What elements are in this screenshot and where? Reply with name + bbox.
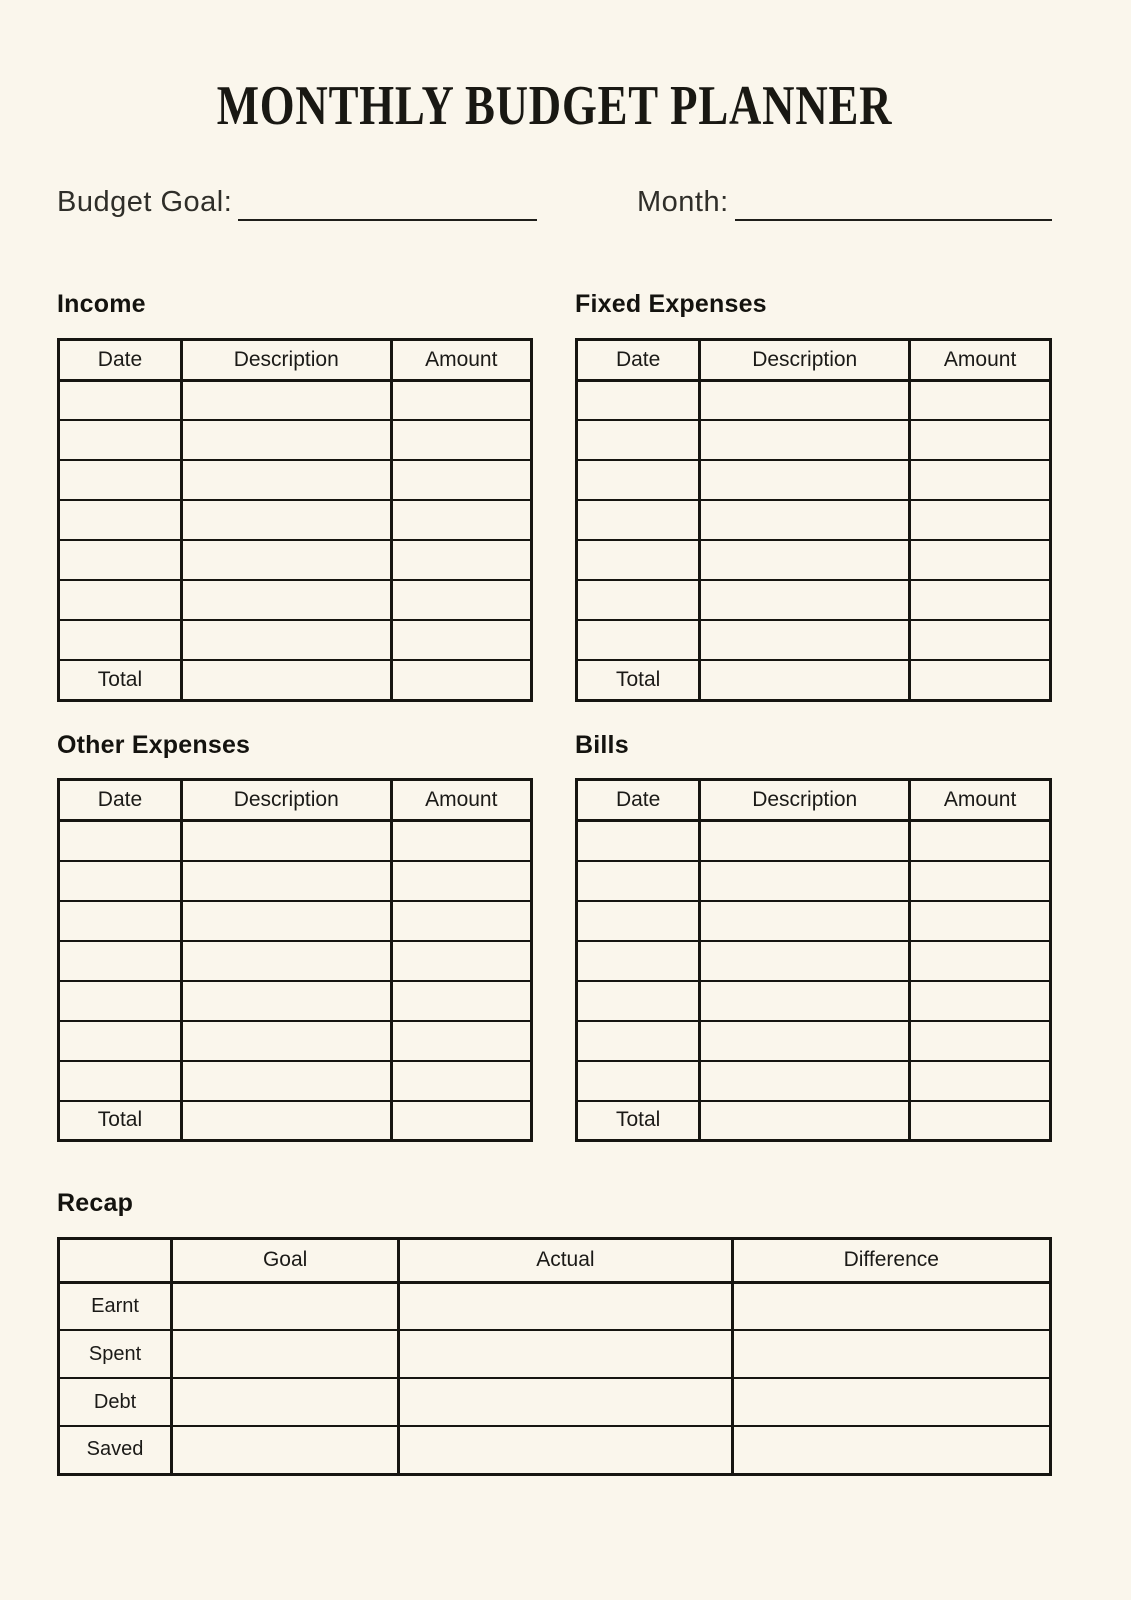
month-field xyxy=(637,186,1052,219)
empty-cell-description[interactable] xyxy=(181,380,391,420)
recap-cell[interactable] xyxy=(732,1330,1050,1378)
table-row xyxy=(59,620,532,660)
column-header-description: Description xyxy=(181,339,391,380)
table-row xyxy=(59,901,532,941)
empty-cell-date[interactable] xyxy=(59,380,182,420)
empty-cell-amount[interactable] xyxy=(391,821,532,861)
empty-cell-amount[interactable] xyxy=(391,941,532,981)
recap-cell[interactable] xyxy=(399,1426,732,1474)
table-row xyxy=(59,821,532,861)
table-row xyxy=(577,981,1051,1021)
empty-cell-date[interactable] xyxy=(577,821,700,861)
column-header-description: Description xyxy=(181,780,391,821)
empty-cell-amount[interactable] xyxy=(910,460,1051,500)
empty-cell-date[interactable] xyxy=(577,901,700,941)
empty-cell-description[interactable] xyxy=(700,1061,910,1101)
recap-row xyxy=(59,1378,1051,1426)
recap-cell[interactable] xyxy=(732,1378,1050,1426)
table-row xyxy=(577,620,1051,660)
budget-goal-field xyxy=(57,186,537,219)
empty-cell-description[interactable] xyxy=(700,901,910,941)
empty-cell-description[interactable] xyxy=(181,420,391,460)
table-row xyxy=(59,580,532,620)
table-row xyxy=(59,460,532,500)
empty-cell-date[interactable] xyxy=(577,420,700,460)
recap-column-header-actual: Actual xyxy=(399,1238,732,1282)
table-row xyxy=(577,861,1051,901)
recap-cell[interactable] xyxy=(172,1282,399,1330)
column-header-date: Date xyxy=(59,780,182,821)
table-row xyxy=(577,420,1051,460)
empty-cell-date[interactable] xyxy=(577,580,700,620)
empty-cell-amount[interactable] xyxy=(391,500,532,540)
table-row xyxy=(577,540,1051,580)
empty-cell-amount[interactable] xyxy=(391,620,532,660)
table-row xyxy=(577,580,1051,620)
recap-row-label: Spent xyxy=(59,1330,172,1378)
recap-cell[interactable] xyxy=(172,1330,399,1378)
table-row xyxy=(59,981,532,1021)
table-header-row xyxy=(59,339,532,380)
recap-column-header-difference: Difference xyxy=(732,1238,1050,1282)
empty-cell-amount[interactable] xyxy=(391,1061,532,1101)
empty-cell-amount[interactable] xyxy=(910,540,1051,580)
empty-cell-amount[interactable] xyxy=(391,460,532,500)
empty-cell-description[interactable] xyxy=(181,901,391,941)
column-header-amount: Amount xyxy=(391,339,532,380)
section-income xyxy=(57,291,533,702)
empty-cell-date[interactable] xyxy=(59,420,182,460)
recap-column-header-empty xyxy=(59,1238,172,1282)
recap-table xyxy=(57,1237,1052,1476)
empty-cell-description[interactable] xyxy=(700,941,910,981)
total-value-cell[interactable] xyxy=(181,1101,391,1141)
empty-cell-description[interactable] xyxy=(181,861,391,901)
empty-cell-amount[interactable] xyxy=(910,901,1051,941)
recap-cell[interactable] xyxy=(172,1378,399,1426)
empty-cell-description[interactable] xyxy=(700,580,910,620)
empty-cell-amount[interactable] xyxy=(910,380,1051,420)
empty-cell-amount[interactable] xyxy=(910,981,1051,1021)
recap-cell[interactable] xyxy=(732,1426,1050,1474)
empty-cell-date[interactable] xyxy=(59,460,182,500)
recap-cell[interactable] xyxy=(399,1378,732,1426)
empty-cell-description[interactable] xyxy=(181,1061,391,1101)
empty-cell-date[interactable] xyxy=(577,380,700,420)
empty-cell-description[interactable] xyxy=(181,540,391,580)
recap-cell[interactable] xyxy=(399,1330,732,1378)
budget-goal-label: Budget Goal: xyxy=(57,186,233,218)
recap-row-label: Earnt xyxy=(59,1282,172,1330)
month-label: Month: xyxy=(637,186,729,218)
empty-cell-date[interactable] xyxy=(577,1021,700,1061)
table-row xyxy=(577,901,1051,941)
recap-cell[interactable] xyxy=(172,1426,399,1474)
empty-cell-description[interactable] xyxy=(181,500,391,540)
total-label-cell: Total xyxy=(59,1101,182,1141)
table-row xyxy=(59,1061,532,1101)
empty-cell-date[interactable] xyxy=(577,941,700,981)
table-row xyxy=(577,821,1051,861)
table-row xyxy=(59,540,532,580)
section-title-income: Income xyxy=(57,290,146,318)
total-value-cell[interactable] xyxy=(700,1101,910,1141)
empty-cell-amount[interactable] xyxy=(391,981,532,1021)
empty-cell-date[interactable] xyxy=(577,981,700,1021)
column-header-amount: Amount xyxy=(910,339,1051,380)
total-value-cell[interactable] xyxy=(910,660,1051,700)
table-row xyxy=(59,1021,532,1061)
empty-cell-description[interactable] xyxy=(700,380,910,420)
empty-cell-description[interactable] xyxy=(181,981,391,1021)
total-value-cell[interactable] xyxy=(910,1101,1051,1141)
empty-cell-description[interactable] xyxy=(700,500,910,540)
empty-cell-date[interactable] xyxy=(59,1061,182,1101)
table-header-row xyxy=(59,780,532,821)
table-row xyxy=(59,941,532,981)
total-row xyxy=(577,1101,1051,1141)
recap-row-label: Debt xyxy=(59,1378,172,1426)
empty-cell-date[interactable] xyxy=(59,620,182,660)
bills-table xyxy=(575,778,1052,1142)
empty-cell-date[interactable] xyxy=(59,500,182,540)
recap-row xyxy=(59,1426,1051,1474)
empty-cell-amount[interactable] xyxy=(391,861,532,901)
budget-goal-input-line[interactable] xyxy=(238,219,537,221)
total-value-cell[interactable] xyxy=(181,660,391,700)
empty-cell-date[interactable] xyxy=(59,861,182,901)
fixed-expenses-table xyxy=(575,338,1052,702)
empty-cell-amount[interactable] xyxy=(391,580,532,620)
table-row xyxy=(577,1061,1051,1101)
page-title: MONTHLY BUDGET PLANNER xyxy=(216,75,893,137)
empty-cell-description[interactable] xyxy=(700,420,910,460)
empty-cell-amount[interactable] xyxy=(910,821,1051,861)
table-row xyxy=(59,380,532,420)
empty-cell-date[interactable] xyxy=(59,901,182,941)
column-header-amount: Amount xyxy=(391,780,532,821)
other-expenses-table xyxy=(57,778,533,1142)
header-fields xyxy=(57,186,1052,219)
empty-cell-description[interactable] xyxy=(181,1021,391,1061)
recap-cell[interactable] xyxy=(732,1282,1050,1330)
column-header-date: Date xyxy=(577,339,700,380)
table-header-row xyxy=(577,780,1051,821)
recap-column-header-goal: Goal xyxy=(172,1238,399,1282)
empty-cell-description[interactable] xyxy=(181,620,391,660)
empty-cell-description[interactable] xyxy=(700,460,910,500)
empty-cell-description[interactable] xyxy=(700,1021,910,1061)
section-fixed-expenses xyxy=(575,291,1052,702)
empty-cell-amount[interactable] xyxy=(910,500,1051,540)
empty-cell-amount[interactable] xyxy=(910,1021,1051,1061)
column-header-date: Date xyxy=(59,339,182,380)
section-title-bills: Bills xyxy=(575,730,629,759)
empty-cell-date[interactable] xyxy=(59,1021,182,1061)
table-row xyxy=(577,941,1051,981)
empty-cell-date[interactable] xyxy=(577,540,700,580)
empty-cell-date[interactable] xyxy=(59,981,182,1021)
empty-cell-amount[interactable] xyxy=(910,620,1051,660)
total-row xyxy=(59,1101,532,1141)
empty-cell-date[interactable] xyxy=(577,500,700,540)
section-recap xyxy=(57,1190,1052,1476)
section-title-recap: Recap xyxy=(57,1189,134,1217)
empty-cell-amount[interactable] xyxy=(391,420,532,460)
recap-cell[interactable] xyxy=(399,1282,732,1330)
month-input-line[interactable] xyxy=(735,219,1052,221)
table-row xyxy=(59,420,532,460)
empty-cell-amount[interactable] xyxy=(391,1021,532,1061)
table-row xyxy=(577,460,1051,500)
empty-cell-amount[interactable] xyxy=(391,540,532,580)
empty-cell-date[interactable] xyxy=(577,620,700,660)
table-row xyxy=(577,500,1051,540)
empty-cell-amount[interactable] xyxy=(910,420,1051,460)
section-bills xyxy=(575,732,1052,1143)
empty-cell-date[interactable] xyxy=(577,460,700,500)
empty-cell-amount[interactable] xyxy=(910,1061,1051,1101)
table-row xyxy=(59,500,532,540)
table-row xyxy=(577,1021,1051,1061)
empty-cell-date[interactable] xyxy=(59,941,182,981)
section-other-expenses xyxy=(57,732,533,1143)
empty-cell-description[interactable] xyxy=(181,580,391,620)
section-title-other-expenses: Other Expenses xyxy=(57,730,251,759)
empty-cell-amount[interactable] xyxy=(391,901,532,941)
recap-row-label: Saved xyxy=(59,1426,172,1474)
total-row xyxy=(59,660,532,700)
empty-cell-description[interactable] xyxy=(181,821,391,861)
empty-cell-date[interactable] xyxy=(59,580,182,620)
section-title-fixed-expenses: Fixed Expenses xyxy=(575,290,767,318)
budget-tables-grid xyxy=(57,291,1052,1142)
empty-cell-amount[interactable] xyxy=(910,941,1051,981)
table-row xyxy=(59,861,532,901)
column-header-amount: Amount xyxy=(910,780,1051,821)
table-header-row xyxy=(577,339,1051,380)
empty-cell-amount[interactable] xyxy=(910,580,1051,620)
empty-cell-date[interactable] xyxy=(577,861,700,901)
total-value-cell[interactable] xyxy=(700,660,910,700)
empty-cell-date[interactable] xyxy=(577,1061,700,1101)
empty-cell-description[interactable] xyxy=(700,861,910,901)
total-value-cell[interactable] xyxy=(391,1101,532,1141)
table-row xyxy=(577,380,1051,420)
total-value-cell[interactable] xyxy=(391,660,532,700)
empty-cell-date[interactable] xyxy=(59,821,182,861)
empty-cell-description[interactable] xyxy=(181,941,391,981)
recap-header-row xyxy=(59,1238,1051,1282)
empty-cell-description[interactable] xyxy=(700,981,910,1021)
total-row xyxy=(577,660,1051,700)
empty-cell-description[interactable] xyxy=(700,821,910,861)
total-label-cell: Total xyxy=(59,660,182,700)
empty-cell-date[interactable] xyxy=(59,540,182,580)
recap-row xyxy=(59,1282,1051,1330)
column-header-date: Date xyxy=(577,780,700,821)
empty-cell-description[interactable] xyxy=(700,540,910,580)
recap-row xyxy=(59,1330,1051,1378)
total-label-cell: Total xyxy=(577,660,700,700)
column-header-description: Description xyxy=(700,339,910,380)
total-label-cell: Total xyxy=(577,1101,700,1141)
column-header-description: Description xyxy=(700,780,910,821)
empty-cell-description[interactable] xyxy=(700,620,910,660)
empty-cell-description[interactable] xyxy=(181,460,391,500)
income-table xyxy=(57,338,533,702)
empty-cell-amount[interactable] xyxy=(910,861,1051,901)
empty-cell-amount[interactable] xyxy=(391,380,532,420)
